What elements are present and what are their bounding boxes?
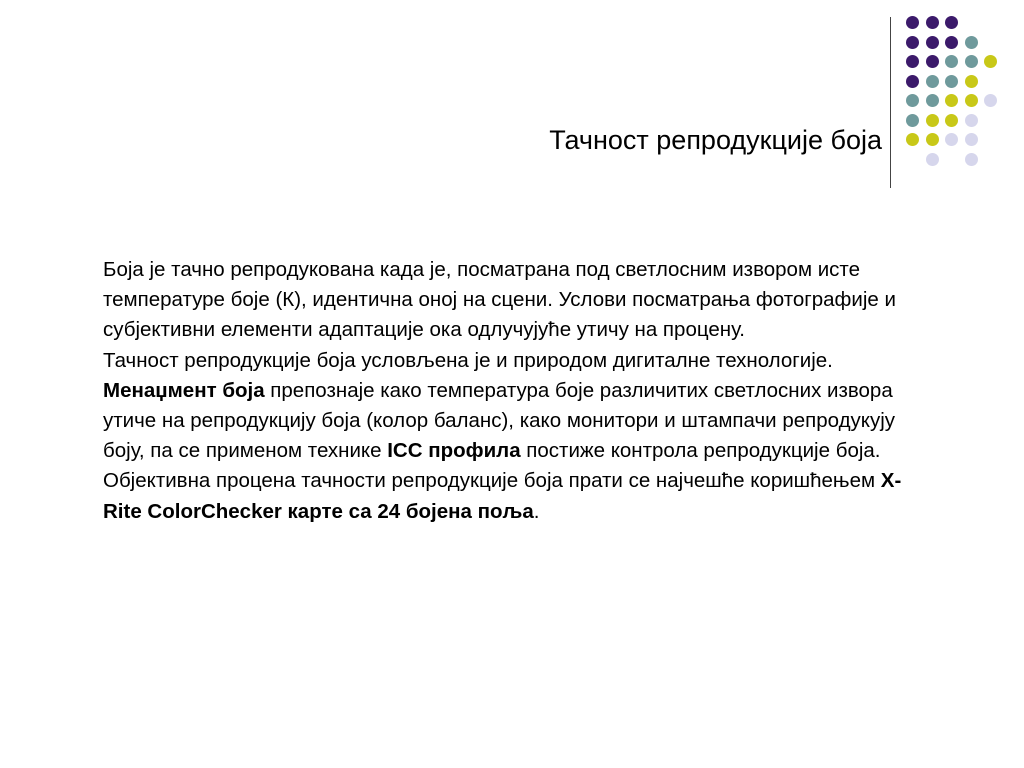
decorative-dot <box>906 55 919 68</box>
decorative-dot <box>926 133 939 146</box>
decorative-dot <box>906 16 919 29</box>
color-management-term: Менаџмент боја <box>103 378 265 402</box>
decorative-dot <box>906 36 919 49</box>
paragraph-colorchecker <box>103 466 933 526</box>
title-divider-line <box>890 17 891 188</box>
decorative-dot <box>926 114 939 127</box>
colorchecker-text: Објективна процена тачности репродукције боја прати се најчешће коришћењем <box>103 469 881 493</box>
color-management-text: препознаје како температура боје различитих светлосних извора утиче на репродукцију боја (колор баланс), како монитори и штампачи репродукују боју, па се применом технике <box>103 378 896 463</box>
decorative-dot <box>965 55 978 68</box>
paragraph-color-management <box>103 376 933 467</box>
slide-title: Тачност репродукције боја <box>549 125 882 155</box>
decorative-dot <box>945 55 958 68</box>
decorative-dot <box>945 94 958 107</box>
decorative-dot <box>945 36 958 49</box>
decorative-dot <box>984 94 997 107</box>
icc-profile-term: ICC профила <box>387 439 521 463</box>
decorative-dot <box>906 133 919 146</box>
decorative-dot <box>906 75 919 88</box>
color-management-end: постиже контрола репродукције боја. <box>520 439 881 463</box>
decorative-dot <box>926 16 939 29</box>
decorative-dot <box>926 153 939 166</box>
decorative-dot <box>984 55 997 68</box>
paragraph-color-accuracy: Боја је тачно репродукована када је, посматрана под светлосним извором исте температуре боје (К), идентична оној на сцени. Услови посматрања фотографије и субјективни елементи адаптације ока одлучујуће утичу на процену. <box>103 258 896 342</box>
decorative-dot <box>965 75 978 88</box>
decorative-dot <box>926 94 939 107</box>
slide-body-text <box>103 255 933 527</box>
decorative-dot <box>926 75 939 88</box>
paragraph-digital-technology: Тачност репродукције боја условљена је и природом дигиталне технологије. <box>103 348 833 372</box>
decorative-dot <box>906 114 919 127</box>
decorative-dot <box>945 75 958 88</box>
decorative-dot <box>965 94 978 107</box>
decorative-dot <box>965 36 978 49</box>
decorative-dot <box>965 153 978 166</box>
decorative-dot <box>906 94 919 107</box>
decorative-dot <box>945 16 958 29</box>
colorchecker-term: X- Rite ColorChecker карте са 24 бојена поља <box>103 469 902 523</box>
decorative-dot <box>965 133 978 146</box>
decorative-dot <box>926 55 939 68</box>
colorchecker-end: . <box>533 499 540 523</box>
decorative-dot <box>945 133 958 146</box>
decorative-dot <box>965 114 978 127</box>
decorative-dot <box>926 36 939 49</box>
decorative-dot <box>945 114 958 127</box>
